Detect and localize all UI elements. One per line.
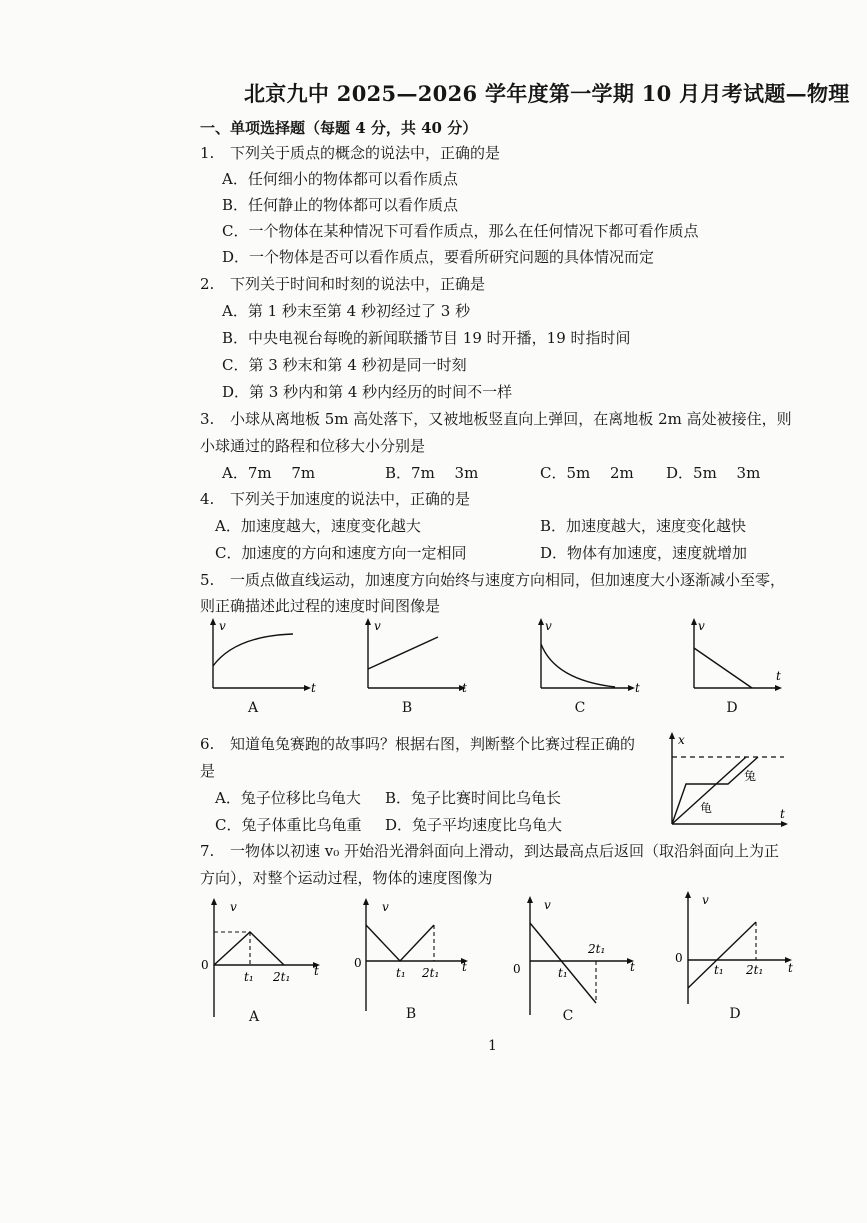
- q5-graph-b-svg: [360, 618, 470, 693]
- axis-label-t: t: [776, 669, 781, 683]
- q5-label-a: A: [247, 700, 259, 716]
- axis-label-t: t: [462, 960, 467, 974]
- option-6c: C．兔子体重比乌龟重: [215, 816, 362, 834]
- option-6a: A．兔子位移比乌龟大: [215, 789, 361, 807]
- option-1d: D．一个物体是否可以看作质点，要看所研究问题的具体情况而定: [222, 248, 655, 266]
- question-3: [200, 409, 792, 429]
- turtle-label: 龟: [700, 801, 713, 815]
- 2t1-label: 2t₁: [422, 966, 440, 980]
- q7-graph-c: [508, 893, 643, 1022]
- axis-label-t: t: [780, 807, 785, 821]
- q5-graph-b: [360, 618, 470, 697]
- axis-label-t: t: [314, 964, 319, 978]
- x-axis-arrow-icon: [628, 685, 635, 691]
- axis-label-t: t: [635, 681, 640, 695]
- axis-label-t: t: [311, 681, 316, 695]
- question-7: [200, 841, 779, 861]
- y-axis-arrow-icon: [691, 618, 697, 625]
- exam-title: 北京九中 2025—2026 学年度第一学期 10 月月考试题—物理: [244, 81, 850, 106]
- q5-graph-c: [533, 618, 643, 697]
- origin-label: 0: [513, 962, 521, 976]
- velocity-line: [694, 648, 752, 688]
- question-number: 2.: [200, 275, 215, 293]
- origin-label: 0: [354, 956, 362, 970]
- question-stem: 下列关于加速度的说法中，正确的是: [230, 490, 471, 508]
- question-number: 4.: [200, 490, 215, 508]
- question-number: 7.: [200, 842, 215, 860]
- t1-label: t₁: [558, 966, 568, 980]
- option-2b: B．中央电视台每晚的新闻联播节目 19 时开播，19 时指时间: [222, 329, 631, 347]
- q5-graph-a-svg: [205, 618, 315, 693]
- 2t1-label: 2t₁: [273, 970, 291, 984]
- question-5-stem-cont: 则正确描述此过程的速度时间图像是: [200, 597, 441, 615]
- origin-label: 0: [201, 958, 209, 972]
- question-2: [200, 274, 485, 294]
- velocity-line: [368, 637, 438, 669]
- axis-label-v: v: [545, 619, 552, 633]
- option-4b: B．加速度越大，速度变化越快: [540, 517, 747, 535]
- q5-graph-a: [205, 618, 315, 697]
- question-stem: 小球从离地板 5m 高处落下，又被地板竖直向上弹回，在离地板 2m 高处被接住，则: [230, 410, 792, 428]
- question-stem: 一质点做直线运动，加速度方向始终与速度方向相同，但加速度大小逐渐减小至零，: [230, 571, 786, 589]
- question-number: 5.: [200, 571, 215, 589]
- y-axis-arrow-icon: [363, 898, 369, 905]
- section-heading: 一、单项选择题（每题 4 分，共 40 分）: [200, 119, 478, 137]
- axis-label-v: v: [702, 893, 709, 907]
- axis-label-v: v: [230, 900, 237, 914]
- q7-graph-c-svg: [508, 893, 643, 1018]
- question-6-stem-cont: 是: [200, 762, 216, 780]
- q7-graph-a: [198, 895, 328, 1024]
- option-3b: B．7m 3m: [385, 464, 479, 482]
- axis-label-t: t: [788, 961, 793, 975]
- q7-graph-b: [352, 895, 482, 1024]
- q7-label-d: D: [729, 1006, 741, 1022]
- q7-graph-d: [668, 888, 803, 1017]
- q7-label-b: B: [405, 1006, 417, 1022]
- y-axis-arrow-icon: [365, 618, 371, 625]
- option-1c: C．一个物体在某种情况下可看作质点，那么在任何情况下都可看作质点: [222, 222, 699, 240]
- velocity-line: [366, 925, 434, 961]
- option-2c: C．第 3 秒末和第 4 秒初是同一时刻: [222, 356, 467, 374]
- axis-label-v: v: [219, 619, 226, 633]
- axis-label-t: t: [462, 681, 467, 695]
- option-3a: A．7m 7m: [222, 464, 316, 482]
- question-4: [200, 489, 470, 509]
- t1-label: t₁: [244, 970, 254, 984]
- option-2a: A．第 1 秒末至第 4 秒初经过了 3 秒: [222, 302, 471, 320]
- y-axis-arrow-icon: [210, 618, 216, 625]
- axis-label-x: x: [678, 733, 685, 747]
- rabbit-line: [672, 757, 758, 824]
- axis-label-t: t: [630, 960, 635, 974]
- option-3d: D．5m 3m: [666, 464, 761, 482]
- q5-graph-c-svg: [533, 618, 643, 693]
- velocity-curve: [541, 644, 615, 687]
- velocity-line: [530, 923, 596, 1003]
- q7-label-a: A: [248, 1009, 260, 1025]
- y-axis-arrow-icon: [211, 898, 217, 905]
- y-axis-arrow-icon: [527, 896, 533, 903]
- y-axis-arrow-icon: [669, 732, 675, 739]
- velocity-curve: [213, 634, 293, 666]
- velocity-line: [214, 932, 284, 965]
- x-axis-arrow-icon: [304, 685, 311, 691]
- question-number: 3.: [200, 410, 215, 428]
- t1-label: t₁: [714, 963, 724, 977]
- q5-label-d: D: [726, 700, 738, 716]
- q7-graph-d-svg: [668, 888, 803, 1013]
- q6-race-graph-svg: [662, 730, 792, 830]
- question-6: [200, 734, 635, 754]
- question-stem: 一物体以初速 v₀ 开始沿光滑斜面向上滑动，到达最高点后返回（取沿斜面向上为正: [230, 842, 780, 860]
- q7-graph-b-svg: [352, 895, 482, 1020]
- option-4c: C．加速度的方向和速度方向一定相同: [215, 544, 467, 562]
- q5-label-c: C: [574, 700, 586, 716]
- axis-label-v: v: [374, 619, 381, 633]
- question-stem: 知道龟兔赛跑的故事吗？根据右图，判断整个比赛过程正确的: [230, 735, 636, 753]
- q6-race-graph: [662, 730, 792, 834]
- question-3-stem-cont: 小球通过的路程和位移大小分别是: [200, 437, 426, 455]
- rabbit-label: 兔: [744, 769, 757, 783]
- q5-graph-d-svg: [686, 618, 796, 693]
- option-6b: B．兔子比赛时间比乌龟长: [385, 789, 562, 807]
- x-axis-arrow-icon: [775, 685, 782, 691]
- option-1b: B．任何静止的物体都可以看作质点: [222, 196, 459, 214]
- q7-label-c: C: [562, 1008, 574, 1024]
- q5-label-b: B: [401, 700, 413, 716]
- y-axis-arrow-icon: [538, 618, 544, 625]
- y-axis-arrow-icon: [685, 891, 691, 898]
- axis-label-v: v: [698, 619, 705, 633]
- option-2d: D．第 3 秒内和第 4 秒内经历的时间不一样: [222, 383, 513, 401]
- option-1a: A．任何细小的物体都可以看作质点: [222, 170, 458, 188]
- question-stem: 下列关于时间和时刻的说法中，正确是: [230, 275, 486, 293]
- page-number: 1: [488, 1038, 497, 1054]
- axis-label-v: v: [544, 898, 551, 912]
- axis-label-v: v: [382, 900, 389, 914]
- 2t1-label: 2t₁: [588, 942, 606, 956]
- 2t1-label: 2t₁: [746, 963, 764, 977]
- question-1: [200, 143, 500, 163]
- question-stem: 下列关于质点的概念的说法中，正确的是: [230, 144, 501, 162]
- option-4a: A．加速度越大，速度变化越大: [215, 517, 421, 535]
- option-4d: D．物体有加速度，速度就增加: [540, 544, 748, 562]
- velocity-line: [688, 922, 756, 988]
- q5-graph-d: [686, 618, 796, 697]
- option-3c: C．5m 2m: [540, 464, 634, 482]
- q7-graph-a-svg: [198, 895, 328, 1020]
- t1-label: t₁: [396, 966, 406, 980]
- option-6d: D．兔子平均速度比乌龟大: [385, 816, 563, 834]
- question-5: [200, 570, 785, 590]
- question-number: 6.: [200, 735, 215, 753]
- question-number: 1.: [200, 144, 215, 162]
- question-7-stem-cont: 方向），对整个运动过程，物体的速度图像为: [200, 869, 493, 887]
- origin-label: 0: [675, 951, 683, 965]
- x-axis-arrow-icon: [781, 821, 788, 827]
